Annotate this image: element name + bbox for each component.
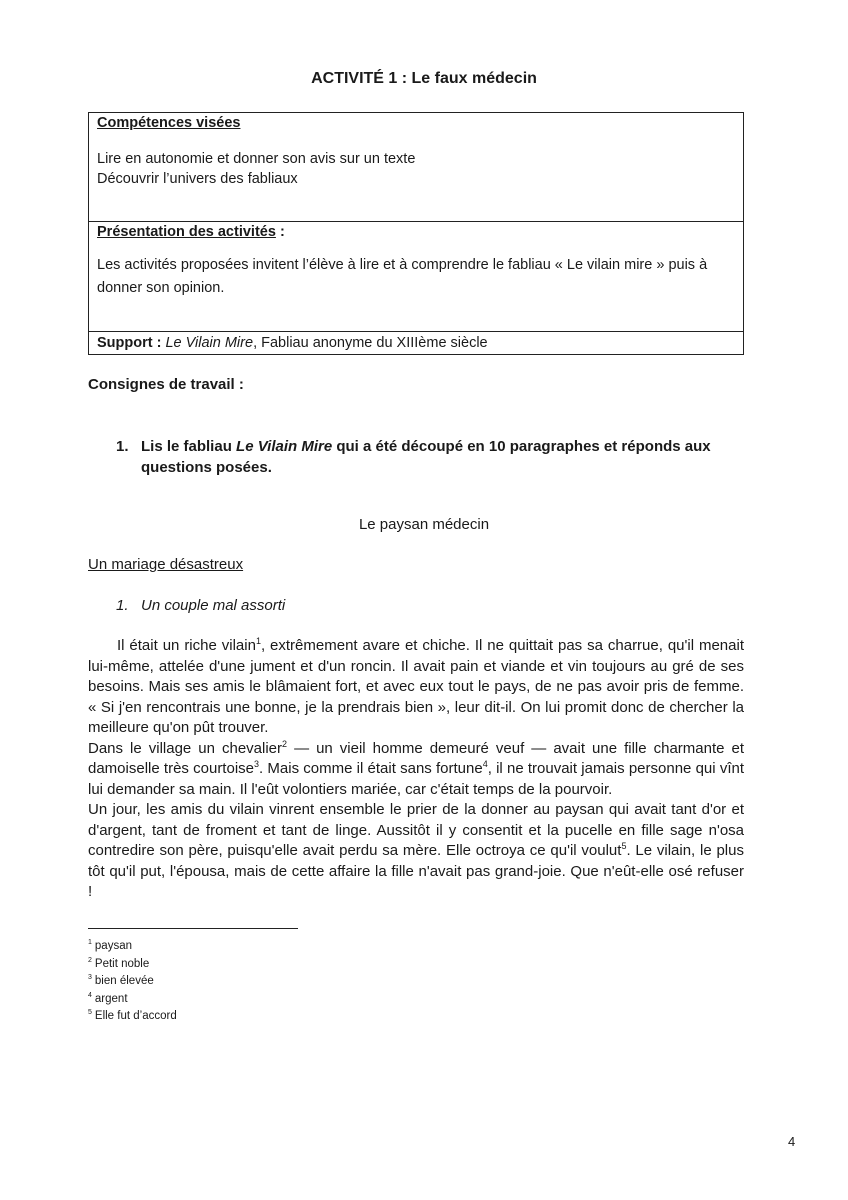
footnote-ref-4: 4 [482,759,488,769]
activity-info-box [88,112,744,355]
footnote-number: 1 [88,939,92,947]
story-p3-part-b: . Le vilain, le plus tôt qu'il put, l'épousa, mais de cette affaire la fille n'avait pas grand-joie. Que n'eût-elle osé refuser ! [88,842,744,900]
competence-line-2: Découvrir l’univers des fabliaux [97,171,298,187]
footnotes [88,938,177,1026]
footnote-number: 2 [88,956,92,964]
story-title: Le paysan médecin [358,516,490,533]
story-p3-part-a: Un jour, les amis du vilain vinrent ensemble le prier de la donner au paysan qui avait tant d'or et d'argent, tant de froment et tant de linge. Aussitôt il y consentit et la pucelle en fille sage n'osa contredire son père, puisqu'elle avait perdu sa mère. Elle octroya ce qu'il voulut [88,801,744,859]
footnote-text: Elle fut d’accord [94,1010,177,1022]
story-p2-part-d: , il ne trouvait jamais personne qui vînt lui demander sa main. Il l'eût volontiers mariée, car c'était temps de la pourvoir. [88,760,744,798]
footnote-number: 3 [88,974,92,982]
footnote-item [88,1008,177,1026]
support-description: , Fabliau anonyme du XIIIème siècle [253,335,488,351]
story-paragraph-3 [88,800,744,903]
subsection-heading [116,597,285,614]
question-1 [116,436,716,478]
story-text [88,636,744,903]
competences-cell [89,113,743,222]
footnote-ref-1: 1 [255,636,261,646]
question-1-work-title: Le Vilain Mire [236,438,333,455]
subsection-title: Un couple mal assorti [141,597,286,614]
consignes-heading: Consignes de travail : [88,376,244,393]
footnote-item [88,938,177,956]
question-1-text [141,436,716,478]
question-1-number: 1. [116,438,129,455]
competence-line-1: Lire en autonomie et donner son avis sur un texte [97,151,416,167]
page-title: ACTIVITÉ 1 : Le faux médecin [311,70,537,87]
story-paragraph-1 [88,636,744,739]
question-1-text-b: qui a été découpé en 10 paragraphes et réponds aux questions posées. [141,438,711,476]
footnote-item [88,973,177,991]
page-number: 4 [788,1134,796,1149]
presentation-cell [89,222,743,332]
footnote-text: paysan [94,940,132,952]
presentation-heading: Présentation des activités [97,224,276,240]
footnote-separator [88,928,298,929]
story-p2-part-a: Dans le village un chevalier [88,739,283,757]
question-1-text-a: Lis le fabliau [141,438,237,455]
story-p1-part-b: , extrêmement avare et chiche. Il ne quittait pas sa charrue, qu'il menait lui-même, attelée d'une jument et d'un roncin. Il avait pain et viande et vin toujours au gré de ses besoins. Mais ses amis le blâmaient fort, et avec eux tout le pays, de ne pas avoir pris de femme. « Si j'en rencontrais une bonne, je la prendrais bien », leur dit-il. On lui promit donc de chercher la meilleure qu'on pût trouver. [88,637,744,736]
story-p2-part-c: . Mais comme il était sans fortune [259,760,483,777]
footnote-ref-2: 2 [282,738,288,749]
section-heading: Un mariage désastreux [88,556,244,573]
story-paragraph-2 [88,739,744,801]
story-p1-part-a: Il était un riche vilain [117,637,256,654]
story-p2-part-b: — un vieil homme demeuré veuf — avait une fille charmante et damoiselle très courtoise [88,739,745,777]
competences-heading: Compétences visées [97,115,241,131]
footnote-text: argent [94,992,128,1005]
footnote-number: 4 [88,991,92,999]
support-work-title: Le Vilain Mire [165,335,254,351]
footnote-text: bien élevée [94,975,154,987]
presentation-text: Les activités proposées invitent l’élève à lire et à comprendre le fabliau « Le vilain mire » puis à donner son opinion. [97,257,708,296]
footnote-item [88,956,177,974]
subsection-number: 1. [116,597,129,614]
footnote-ref-3: 3 [254,759,260,769]
presentation-colon: : [275,224,285,240]
footnote-number: 5 [88,1009,92,1017]
support-cell [89,332,743,354]
footnote-text: Petit noble [94,957,150,970]
footnote-ref-5: 5 [621,841,627,851]
footnote-item [88,991,177,1009]
support-label: Support : [97,335,162,351]
